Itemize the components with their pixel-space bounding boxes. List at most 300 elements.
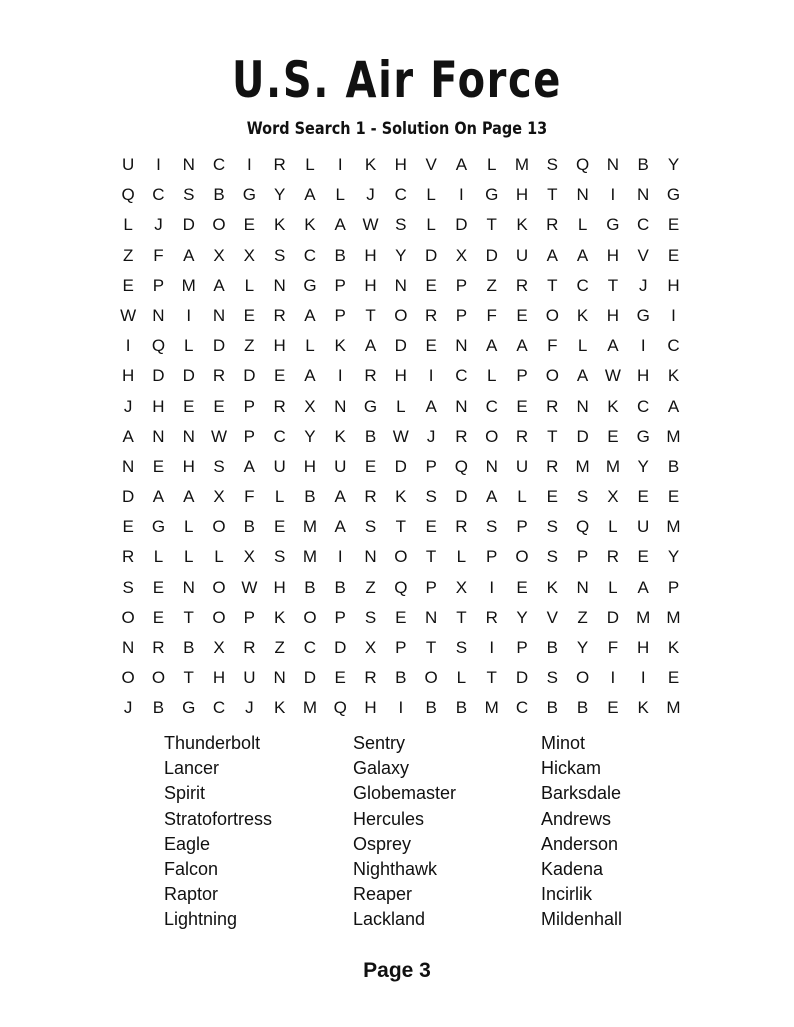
- grid-letter: S: [364, 607, 377, 627]
- grid-letter: I: [246, 155, 252, 174]
- grid-letter: E: [667, 215, 680, 235]
- grid-letter: D: [455, 215, 468, 235]
- grid-letter: P: [576, 547, 589, 567]
- grid-letter: U: [515, 456, 529, 476]
- grid-letter: K: [273, 607, 286, 627]
- grid-letter: R: [515, 426, 529, 446]
- grid-letter: A: [304, 305, 316, 325]
- grid-letter: R: [485, 607, 498, 627]
- grid-letter: U: [122, 155, 135, 174]
- grid-letter: M: [605, 456, 620, 476]
- grid-letter: A: [183, 487, 195, 507]
- word-list-item: Galaxy: [353, 758, 410, 779]
- grid-letter: C: [394, 185, 407, 205]
- grid-letter: E: [637, 547, 649, 567]
- grid-letter: H: [394, 155, 407, 174]
- grid-letter: N: [122, 456, 135, 476]
- grid-letter: N: [212, 305, 226, 325]
- grid-letter: H: [303, 456, 317, 476]
- grid-letter: W: [604, 366, 621, 386]
- grid-letter: A: [304, 366, 316, 386]
- grid-letter: M: [302, 698, 318, 718]
- grid-letter: E: [273, 517, 286, 537]
- grid-letter: T: [183, 607, 194, 627]
- grid-letter: S: [213, 456, 225, 476]
- grid-letter: A: [667, 396, 680, 416]
- grid-letter: W: [211, 426, 228, 446]
- grid-letter: P: [425, 577, 437, 597]
- word-list-item: Stratofortress: [164, 808, 273, 829]
- grid-letter: K: [516, 215, 528, 235]
- grid-letter: P: [243, 426, 255, 446]
- grid-letter: J: [123, 396, 133, 416]
- grid-letter: T: [425, 638, 437, 657]
- grid-letter: Y: [667, 155, 680, 174]
- grid-letter: A: [152, 487, 165, 507]
- grid-letter: B: [213, 185, 225, 205]
- grid-letter: O: [212, 577, 226, 597]
- grid-letter: E: [152, 577, 165, 597]
- grid-letter: P: [516, 517, 528, 537]
- grid-letter: U: [243, 668, 256, 688]
- grid-letter: N: [122, 638, 135, 657]
- grid-letter: E: [667, 487, 680, 507]
- grid-letter: X: [213, 245, 225, 265]
- grid-letter: O: [394, 305, 408, 325]
- grid-letter: E: [152, 607, 165, 627]
- grid-letter: L: [517, 487, 527, 507]
- grid-letter: Y: [576, 638, 589, 657]
- grid-letter: O: [575, 668, 590, 688]
- word-list-item: Raptor: [164, 884, 219, 905]
- grid-letter: N: [152, 305, 165, 325]
- grid-letter: Z: [122, 245, 134, 265]
- grid-letter: B: [364, 426, 377, 446]
- grid-letter: S: [486, 517, 498, 537]
- grid-letter: H: [364, 698, 377, 718]
- grid-letter: P: [334, 607, 346, 627]
- grid-letter: I: [337, 366, 343, 386]
- grid-letter: S: [183, 185, 195, 205]
- grid-letter: E: [667, 668, 680, 688]
- grid-letter: E: [364, 456, 377, 476]
- grid-letter: B: [243, 517, 255, 537]
- grid-letter: D: [576, 426, 589, 446]
- grid-letter: G: [485, 185, 499, 205]
- grid-letter: G: [182, 698, 196, 718]
- grid-letter: E: [425, 275, 437, 295]
- grid-letter: A: [213, 275, 225, 295]
- grid-letter: C: [637, 215, 650, 235]
- grid-letter: K: [273, 215, 286, 235]
- grid-letter: E: [425, 336, 437, 356]
- grid-letter: U: [637, 517, 650, 537]
- word-list-item: Barksdale: [541, 783, 622, 804]
- grid-letter: I: [640, 668, 646, 688]
- grid-letter: A: [546, 245, 558, 265]
- word-list-column-1: [164, 731, 272, 933]
- grid-letter: Q: [151, 336, 166, 356]
- grid-letter: O: [394, 547, 408, 567]
- grid-letter: L: [335, 185, 345, 205]
- word-list-item: Kadena: [541, 859, 604, 880]
- grid-letter: O: [151, 668, 166, 688]
- grid-letter: E: [213, 396, 225, 416]
- grid-letter: M: [575, 456, 590, 476]
- grid-letter: L: [305, 155, 315, 174]
- grid-letter: H: [152, 396, 165, 416]
- grid-letter: A: [637, 577, 649, 597]
- grid-letter: D: [334, 638, 347, 657]
- grid-letter: E: [183, 396, 195, 416]
- grid-letter: N: [576, 396, 589, 416]
- grid-letter: J: [245, 698, 254, 718]
- grid-letter: O: [212, 215, 226, 235]
- grid-letter: J: [366, 185, 375, 205]
- grid-letter: S: [122, 577, 134, 597]
- grid-letter: I: [186, 305, 192, 325]
- grid-letter: S: [273, 245, 286, 265]
- grid-letter: M: [666, 698, 681, 718]
- grid-letter: K: [334, 336, 346, 356]
- grid-letter: A: [486, 336, 498, 356]
- grid-letter: W: [241, 577, 258, 597]
- grid-letter: O: [121, 607, 135, 627]
- grid-letter: D: [485, 245, 498, 265]
- word-list-item: Hercules: [353, 808, 425, 829]
- grid-letter: C: [455, 366, 468, 386]
- grid-letter: C: [303, 245, 317, 265]
- grid-letter: T: [486, 215, 497, 235]
- grid-letter: G: [636, 305, 650, 325]
- grid-letter: Q: [575, 517, 590, 537]
- grid-letter: X: [304, 396, 316, 416]
- grid-letter: K: [273, 698, 286, 718]
- grid-letter: J: [123, 698, 133, 718]
- grid-letter: P: [667, 577, 680, 597]
- grid-letter: P: [152, 275, 165, 295]
- grid-letter: M: [666, 517, 681, 537]
- grid-letter: L: [456, 547, 467, 567]
- grid-letter: B: [576, 698, 589, 718]
- grid-letter: H: [122, 366, 135, 386]
- grid-letter: U: [334, 456, 347, 476]
- grid-letter: B: [425, 698, 437, 718]
- word-list-item: Eagle: [164, 833, 211, 854]
- grid-letter: D: [606, 607, 620, 627]
- grid-letter: B: [395, 668, 407, 688]
- grid-letter: A: [607, 336, 619, 356]
- grid-letter: S: [576, 487, 589, 507]
- grid-letter: Q: [333, 698, 347, 718]
- grid-letter: E: [395, 607, 407, 627]
- grid-letter: E: [273, 366, 286, 386]
- grid-letter: K: [637, 698, 649, 718]
- grid-letter: H: [273, 577, 286, 597]
- grid-letter: O: [121, 668, 135, 688]
- grid-letter: Z: [274, 638, 285, 657]
- grid-letter: L: [274, 487, 285, 507]
- grid-letter: B: [546, 698, 558, 718]
- grid-letter: W: [362, 215, 379, 235]
- grid-letter: I: [640, 336, 646, 356]
- grid-letter: Q: [454, 456, 469, 476]
- grid-letter: T: [486, 668, 497, 688]
- grid-letter: T: [456, 607, 467, 627]
- grid-letter: R: [152, 638, 165, 657]
- grid-letter: R: [273, 155, 286, 174]
- grid-letter: E: [243, 215, 255, 235]
- grid-letter: H: [606, 245, 620, 265]
- grid-letter: L: [577, 336, 588, 356]
- word-list-item: Incirlik: [541, 884, 593, 905]
- grid-letter: G: [606, 215, 620, 235]
- grid-letter: Y: [395, 245, 407, 265]
- grid-letter: R: [364, 487, 377, 507]
- grid-letter: O: [212, 517, 226, 537]
- grid-letter: K: [607, 396, 619, 416]
- grid-letter: M: [484, 698, 499, 718]
- grid-letter: C: [212, 155, 226, 174]
- grid-letter: Y: [637, 456, 649, 476]
- grid-letter: N: [576, 185, 589, 205]
- grid-letter: P: [395, 638, 407, 657]
- grid-letter: L: [486, 155, 497, 174]
- grid-letter: I: [337, 547, 343, 567]
- word-list-item: Minot: [541, 733, 586, 753]
- grid-letter: A: [304, 185, 316, 205]
- grid-letter: S: [425, 487, 437, 507]
- grid-letter: L: [426, 215, 436, 235]
- grid-letter: N: [334, 396, 347, 416]
- grid-letter: L: [184, 547, 194, 567]
- grid-letter: Z: [486, 275, 497, 295]
- grid-letter: X: [243, 245, 255, 265]
- grid-letter: U: [273, 456, 286, 476]
- word-list-item: Anderson: [541, 833, 619, 854]
- grid-letter: E: [516, 305, 528, 325]
- grid-letter: V: [546, 607, 558, 627]
- grid-letter: G: [242, 185, 256, 205]
- grid-letter: X: [364, 638, 377, 657]
- grid-letter: P: [334, 275, 346, 295]
- page-subtitle: Word Search 1 - Solution On Page 13: [246, 119, 548, 139]
- grid-letter: K: [334, 426, 346, 446]
- grid-letter: K: [576, 305, 589, 325]
- grid-letter: X: [243, 547, 255, 567]
- grid-letter: N: [394, 275, 407, 295]
- grid-letter: P: [486, 547, 498, 567]
- grid-letter: P: [243, 607, 255, 627]
- word-list-item: Falcon: [164, 859, 219, 880]
- grid-letter: P: [243, 396, 255, 416]
- grid-letter: L: [608, 517, 618, 537]
- grid-letter: A: [576, 366, 589, 386]
- grid-letter: C: [667, 336, 680, 356]
- grid-letter: G: [151, 517, 166, 537]
- grid-letter: H: [515, 185, 529, 205]
- grid-letter: M: [666, 607, 681, 627]
- grid-letter: X: [213, 487, 225, 507]
- word-list-item: Andrews: [541, 808, 612, 829]
- grid-letter: Q: [575, 155, 590, 174]
- grid-letter: G: [636, 426, 650, 446]
- word-list-item: Osprey: [353, 833, 412, 854]
- grid-letter: E: [243, 305, 255, 325]
- grid-letter: O: [424, 668, 438, 688]
- grid-letter: P: [455, 275, 468, 295]
- grid-letter: H: [273, 336, 286, 356]
- word-list-column-3: [541, 731, 622, 933]
- grid-letter: R: [455, 426, 468, 446]
- grid-letter: C: [273, 426, 286, 446]
- grid-letter: S: [273, 547, 286, 567]
- grid-letter: Q: [394, 577, 408, 597]
- grid-letter: A: [516, 336, 528, 356]
- grid-letter: C: [515, 698, 529, 718]
- grid-letter: E: [516, 577, 528, 597]
- grid-letter: T: [395, 517, 407, 537]
- grid-letter: G: [303, 275, 317, 295]
- word-list-item: Spirit: [164, 783, 206, 804]
- grid-letter: A: [425, 396, 437, 416]
- grid-letter: B: [152, 698, 165, 718]
- grid-letter: L: [184, 517, 194, 537]
- grid-letter: D: [455, 487, 468, 507]
- grid-letter: I: [489, 638, 495, 657]
- grid-letter: F: [244, 487, 255, 507]
- word-search-grid: [113, 150, 689, 724]
- grid-letter: B: [667, 456, 680, 476]
- grid-letter: E: [637, 487, 649, 507]
- word-list-item: Mildenhall: [541, 909, 623, 930]
- grid-letter: E: [334, 668, 346, 688]
- grid-letter: E: [607, 698, 619, 718]
- grid-letter: P: [425, 456, 437, 476]
- grid-letter: S: [546, 517, 558, 537]
- grid-letter: K: [546, 577, 558, 597]
- grid-letter: N: [455, 396, 468, 416]
- grid-letter: B: [334, 245, 346, 265]
- grid-letter: R: [364, 366, 377, 386]
- grid-letter: K: [304, 215, 316, 235]
- grid-letter: O: [515, 547, 529, 567]
- grid-letter: P: [516, 366, 528, 386]
- grid-letter: D: [152, 366, 165, 386]
- grid-letter: I: [337, 155, 343, 174]
- grid-letter: P: [334, 305, 346, 325]
- grid-letter: E: [152, 456, 165, 476]
- grid-letter: E: [667, 245, 680, 265]
- grid-letter: D: [182, 366, 195, 386]
- grid-letter: H: [364, 245, 377, 265]
- grid-letter: R: [515, 275, 529, 295]
- grid-letter: E: [425, 517, 437, 537]
- grid-letter: C: [637, 396, 650, 416]
- grid-letter: H: [212, 668, 226, 688]
- word-list-item: Globemaster: [353, 783, 457, 804]
- grid-letter: I: [671, 305, 676, 325]
- grid-letter: N: [182, 577, 195, 597]
- grid-letter: S: [395, 215, 407, 235]
- grid-letter: Y: [516, 607, 528, 627]
- grid-letter: E: [122, 517, 134, 537]
- grid-letter: I: [398, 698, 404, 718]
- grid-letter: W: [392, 426, 409, 446]
- grid-letter: C: [576, 275, 589, 295]
- grid-letter: M: [302, 517, 318, 537]
- grid-letter: X: [455, 245, 468, 265]
- grid-letter: A: [243, 456, 255, 476]
- grid-letter: O: [212, 607, 226, 627]
- grid-letter: F: [153, 245, 164, 265]
- grid-letter: D: [182, 215, 195, 235]
- grid-letter: N: [606, 155, 620, 174]
- grid-letter: B: [334, 577, 346, 597]
- grid-letter: M: [636, 607, 651, 627]
- grid-letter: O: [545, 366, 559, 386]
- grid-letter: K: [395, 487, 407, 507]
- word-list-item: Lancer: [164, 758, 220, 779]
- grid-letter: J: [638, 275, 648, 295]
- grid-letter: T: [607, 275, 619, 295]
- grid-letter: E: [546, 487, 558, 507]
- grid-letter: D: [303, 668, 317, 688]
- grid-letter: R: [546, 396, 559, 416]
- grid-letter: M: [302, 547, 318, 567]
- grid-letter: T: [547, 185, 558, 205]
- grid-letter: F: [486, 305, 497, 325]
- grid-letter: D: [243, 366, 256, 386]
- word-list-item: Lightning: [164, 909, 238, 930]
- grid-letter: R: [424, 305, 438, 325]
- grid-letter: T: [425, 547, 437, 567]
- page-number: Page 3: [363, 959, 431, 982]
- grid-letter: R: [364, 668, 377, 688]
- word-list-item: Thunderbolt: [164, 733, 261, 753]
- grid-letter: T: [365, 305, 376, 325]
- grid-letter: C: [303, 638, 317, 657]
- grid-letter: F: [547, 336, 558, 356]
- grid-letter: O: [303, 607, 317, 627]
- grid-letter: E: [516, 396, 528, 416]
- grid-letter: L: [214, 547, 224, 567]
- grid-letter: V: [637, 245, 649, 265]
- grid-letter: N: [364, 547, 377, 567]
- grid-letter: B: [304, 577, 316, 597]
- grid-letter: C: [485, 396, 498, 416]
- grid-letter: D: [212, 336, 226, 356]
- grid-letter: E: [607, 426, 619, 446]
- word-list-column-2: [353, 731, 456, 933]
- word-list-item: Nighthawk: [353, 859, 438, 880]
- grid-letter: A: [576, 245, 589, 265]
- grid-letter: R: [212, 366, 226, 386]
- grid-letter: I: [428, 366, 434, 386]
- word-list-item: Lackland: [353, 909, 426, 930]
- grid-letter: G: [666, 185, 681, 205]
- grid-letter: I: [610, 185, 616, 205]
- grid-letter: A: [122, 426, 134, 446]
- grid-letter: P: [455, 305, 468, 325]
- grid-letter: N: [273, 275, 286, 295]
- grid-letter: S: [364, 517, 377, 537]
- grid-letter: A: [486, 487, 498, 507]
- grid-letter: E: [122, 275, 134, 295]
- grid-letter: R: [273, 396, 286, 416]
- grid-letter: N: [455, 336, 468, 356]
- grid-letter: I: [610, 668, 616, 688]
